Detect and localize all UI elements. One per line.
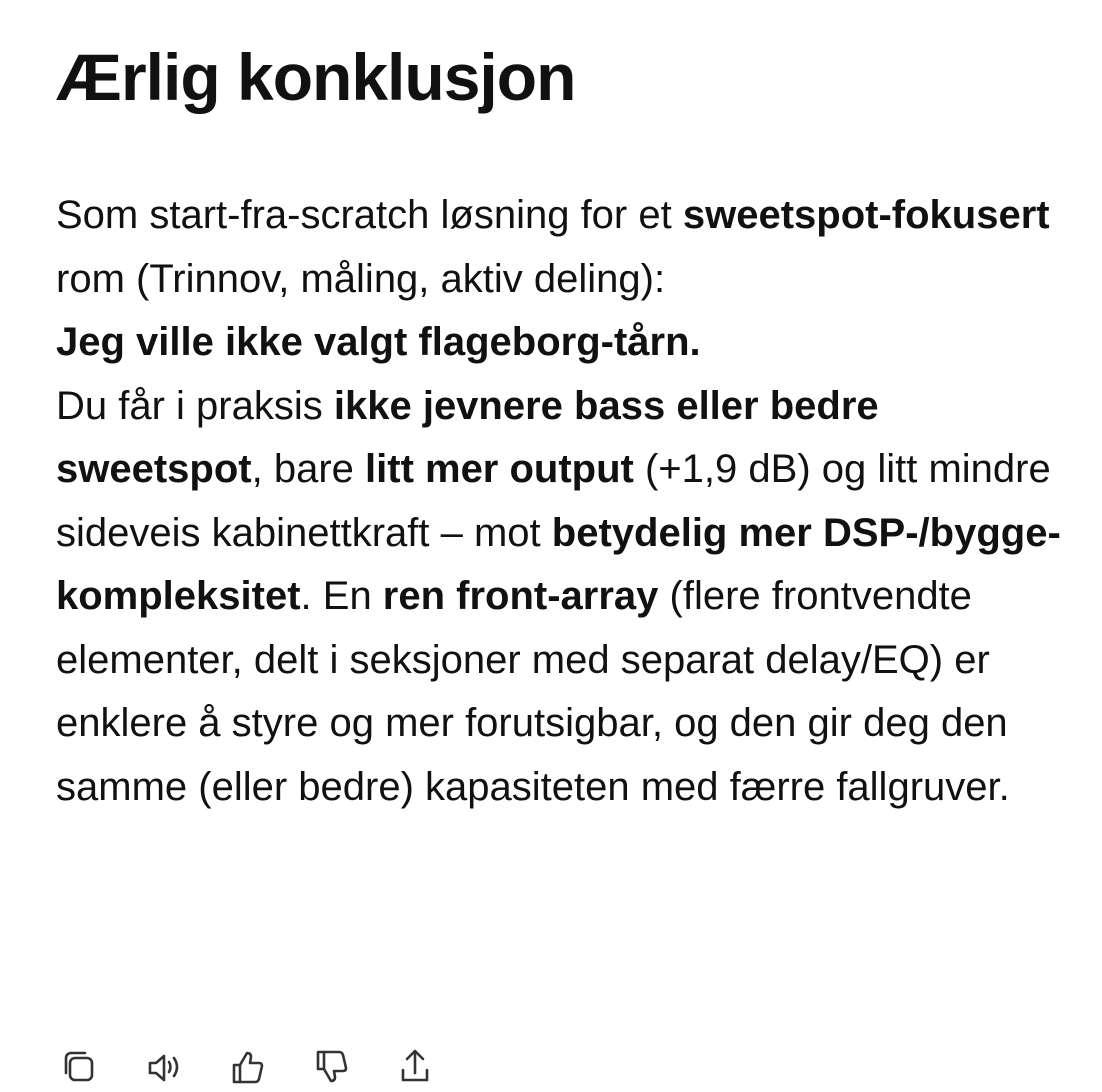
thumbs-up-button[interactable]	[224, 1046, 270, 1092]
text-span: Som start-fra-scratch løsning for et	[56, 193, 683, 237]
text-span: . En	[300, 574, 383, 618]
message-heading: Ærlig konklusjon	[56, 40, 576, 114]
text-span: (flere frontvendte elementer, delt i seksjoner med separat delay/EQ) er enklere å styre og mer forutsigbar, og den gir deg den samme (eller bedre) kapasiteten med færre fallgruver.	[56, 574, 1010, 809]
message-paragraph	[56, 184, 1066, 819]
bold-span: litt mer output	[365, 447, 634, 491]
message-actions-bar	[56, 1046, 476, 1092]
copy-button[interactable]	[56, 1046, 102, 1092]
text-span: Du får i praksis	[56, 383, 334, 428]
share-icon	[394, 1046, 436, 1088]
speaker-icon	[142, 1046, 184, 1088]
read-aloud-button[interactable]	[140, 1046, 186, 1092]
thumbs-up-icon	[226, 1046, 268, 1088]
assistant-message	[56, 38, 1066, 819]
thumbs-down-button[interactable]	[308, 1046, 354, 1092]
share-button[interactable]	[392, 1046, 438, 1092]
bold-span: ren front-array	[382, 574, 659, 618]
text-span: rom (Trinnov, måling, aktiv deling):	[56, 256, 666, 301]
bold-span: betydelig mer DSP-/bygge-kompleksitet	[56, 510, 1061, 618]
bold-span: ikke jevnere bass eller bedre sweetspot	[56, 383, 879, 491]
thumbs-down-icon	[310, 1046, 352, 1088]
text-span: (+1,9 dB) og litt mindre sideveis kabinettkraft – mot	[56, 447, 1051, 555]
copy-icon	[58, 1046, 100, 1088]
bold-span: sweetspot-fokusert	[682, 193, 1050, 237]
text-span: , bare	[251, 447, 366, 491]
bold-span: Jeg ville ikke valgt flageborg-tårn.	[56, 320, 701, 364]
